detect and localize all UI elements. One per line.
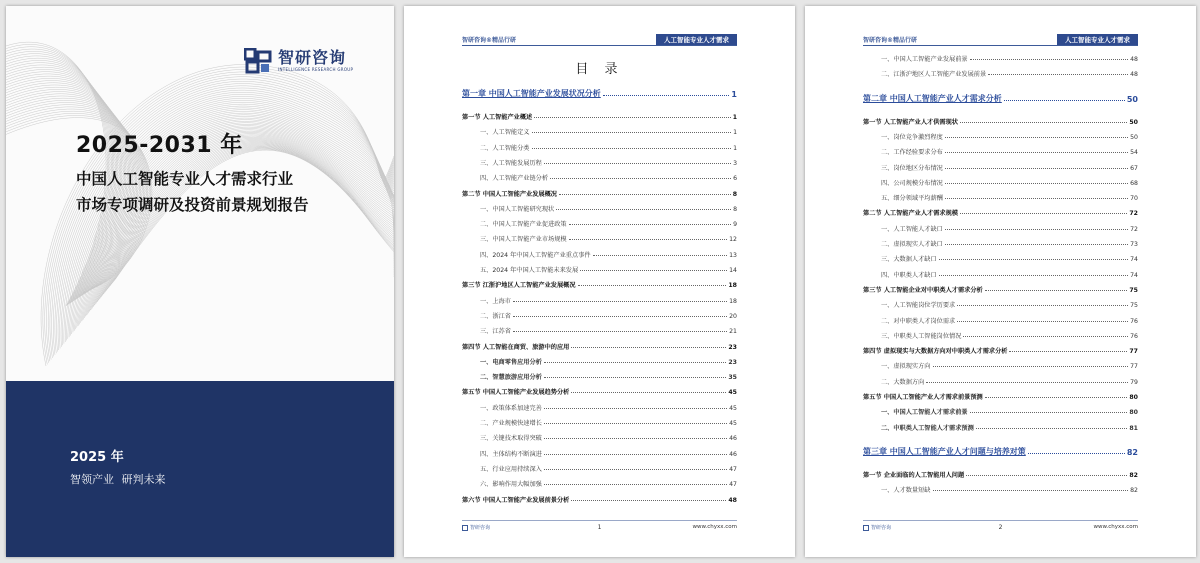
toc-leader-dots [513,331,727,332]
toc-leader-dots [513,316,727,317]
cover-year-range: 2025-2031 年 [76,133,243,158]
toc-leader-dots [544,377,727,378]
toc-entry-label: 四、中职类人才缺口 [881,271,937,279]
toc-entry-item[interactable] [462,449,737,458]
toc-entry-label: 二、工作经验要求分布 [881,149,943,157]
toc-leader-dots [945,229,1128,230]
toc-entry-item[interactable] [462,158,737,167]
toc-entry-item[interactable] [863,316,1138,325]
toc-entry-page: 18 [728,282,737,290]
toc-entry-item[interactable] [863,132,1138,141]
toc-leader-dots [939,259,1128,260]
toc-title: 目 录 [575,62,624,77]
footer-brand-text: 智研咨询 [470,525,491,531]
toc-entry-section[interactable] [462,342,737,351]
toc-entry-page: 45 [729,404,737,412]
toc-leader-dots [571,347,726,348]
toc-entry-label: 二、虚拟现实人才缺口 [881,241,943,248]
cover-slogan: 智领产业 研判未来 [70,473,166,486]
toc-entry-page: 50 [1130,133,1138,141]
toc-leader-dots [603,95,730,96]
toc-entry-item[interactable] [462,219,737,228]
toc-entry-page: 35 [728,374,737,382]
toc-entry-label: 一、中国人工智能人才需求前景 [881,409,968,417]
toc-entry-label: 一、人工智能定义 [480,129,530,137]
toc-entry-label: 第一节 人工智能产业人才供需现状 [863,118,958,126]
toc-entry-item[interactable] [863,163,1138,172]
toc-entry-label: 六、影响作用大幅加强 [480,481,542,489]
toc-entry-item[interactable] [462,234,737,243]
toc-entry-label: 三、大数据人才缺口 [881,256,937,264]
toc-entry-label: 五、细分领域平均薪酬 [881,195,943,203]
toc-leader-dots [985,397,1128,398]
toc-entry-item[interactable] [462,357,737,366]
toc-entry-label: 二、大数据方向 [881,378,925,386]
toc-entry-label: 第三节 江浙沪地区人工智能产业发展概况 [462,282,576,290]
toc-entry-label: 三、中国人工智能产业市场规模 [480,236,567,244]
toc-entry-item[interactable] [462,173,737,182]
toc-entry-page: 48 [1130,71,1138,79]
toc-entry-item[interactable] [863,69,1138,78]
toc-entry-section[interactable] [462,387,737,396]
toc-entry-label: 第一章 中国人工智能产业发展状况分析 [462,89,601,98]
toc-entry-item[interactable] [863,254,1138,263]
toc-leader-dots [957,305,1128,306]
toc-leader-dots [960,213,1127,214]
toc-leader-dots [988,74,1128,75]
cover-graphic-area [6,6,394,381]
toc-entry-label: 一、人工智能岗位学历要求 [881,302,956,310]
toc-entry-page: 79 [1130,378,1138,386]
footer-brand-text: 智研咨询 [871,525,892,531]
toc-entry-item[interactable] [462,418,737,427]
toc-entry-label: 一、政策体系加速完善 [480,404,542,412]
toc-leader-dots [945,168,1128,169]
logo-mark-icon [244,48,272,74]
toc-leader-dots [945,152,1128,153]
toc-entry-page: 70 [1130,195,1138,203]
toc-entry-page: 82 [1130,487,1138,495]
toc-entry-page: 76 [1130,317,1138,325]
toc-leader-dots [571,392,726,393]
toc-entry-section[interactable] [462,112,737,121]
toc-entry-item[interactable] [462,479,737,488]
toc-leader-dots [544,362,727,363]
toc-leader-dots [544,454,727,455]
toc-entry-label: 第六节 中国人工智能产业发展前景分析 [462,496,570,504]
cover-date: 2025 年 [70,450,124,465]
toc-entry-page: 6 [733,175,737,183]
toc-leader-dots [544,423,727,424]
toc-entry-label: 一、中国人工智能研究现状 [480,205,555,213]
toc-entry-page: 14 [729,267,737,274]
toc-entry-page: 46 [729,450,737,458]
toc-leader-dots [963,336,1128,337]
toc-entry-page: 74 [1130,271,1138,279]
toc-entry-item[interactable] [863,485,1138,494]
toc-entry-page: 82 [1129,471,1138,479]
toc-leader-dots [532,132,732,133]
toc-entry-section[interactable] [863,346,1138,355]
toc-entry-label: 一、人工智能人才缺口 [881,225,943,233]
header-brand: 智研咨询®精品行研 [462,37,517,44]
toc-entry-label: 三、江苏省 [480,328,511,336]
toc-leader-dots [534,117,730,118]
toc-entry-label: 二、中国人工智能产业促进政策 [480,221,567,229]
cover-title-line: 市场专项调研及投资前景规划报告 [76,196,309,214]
toc-entry-page: 48 [1130,56,1138,63]
toc-entry-label: 四、2024 年中国人工智能产业重点事件 [480,251,591,259]
toc-entry-item[interactable] [462,372,737,381]
toc-entry-chapter[interactable] [462,88,737,99]
toc-entry-label: 第五节 中国人工智能产业人才需求前景预测 [863,394,983,401]
toc-leader-dots [985,290,1128,291]
toc-entry-page: 72 [1129,210,1138,218]
page-header [863,34,1138,46]
toc-entry-label: 第二节 中国人工智能产业发展概况 [462,190,557,198]
page-footer [462,520,737,532]
cover-title-line: 中国人工智能专业人才需求行业 [76,170,294,188]
toc-entry-item[interactable] [863,193,1138,202]
toc-entry-page: 45 [729,420,737,427]
toc-entry-section[interactable] [462,189,737,198]
toc-leader-dots [945,198,1128,199]
toc-leader-dots [970,59,1129,60]
toc-entry-page: 13 [729,251,737,259]
toc-entry-label: 第四节 人工智能在商贸、旅游中的应用 [462,343,570,351]
toc-entry-page: 46 [729,435,737,443]
toc-leader-dots [544,469,727,470]
toc-leader-dots [544,438,727,439]
toc-entry-section[interactable] [863,117,1138,126]
toc-entry-label: 二、产业规模快速增长 [480,420,542,427]
toc-entry-chapter[interactable] [863,446,1138,457]
toc-entry-page: 48 [728,496,737,504]
toc-entry-label: 二、江浙沪地区人工智能产业发展前景 [881,71,987,79]
toc-entry-page: 1 [732,114,737,121]
footer-website: www.chyxx.com [1093,524,1138,530]
footer-website: www.chyxx.com [692,524,737,530]
toc-page-2 [805,6,1196,557]
toc-entry-page: 8 [733,205,737,213]
toc-entry-label: 第三章 中国人工智能产业人才问题与培养对策 [863,446,1026,456]
toc-entry-page: 68 [1130,179,1138,187]
toc-entry-page: 1 [731,90,737,99]
toc-entry-item[interactable] [863,224,1138,233]
toc-entry-item[interactable] [462,403,737,412]
toc-entry-page: 82 [1126,447,1138,457]
toc-leader-dots [513,301,727,302]
toc-entry-page: 50 [1129,118,1138,126]
toc-entry-item[interactable] [462,433,737,442]
toc-entry-item[interactable] [863,377,1138,386]
toc-entry-label: 一、岗位竞争激烈程度 [881,133,943,141]
header-report-name: 人工智能专业人才需求 [656,34,737,45]
toc-leader-dots [945,244,1128,245]
toc-entry-page: 67 [1130,164,1138,172]
toc-entry-label: 三、关键技术取得突破 [480,435,542,443]
page-header [462,34,737,46]
toc-leader-dots [945,137,1128,138]
toc-entry-page: 1 [733,144,737,152]
toc-leader-dots [945,183,1128,184]
toc-entry-page: 73 [1130,241,1138,248]
toc-leader-dots [970,412,1128,413]
page-footer [863,520,1138,532]
toc-entry-section[interactable] [863,392,1138,401]
toc-entry-label: 二、智慧旅游应用分析 [480,374,542,382]
logo-subtitle: INTELLIGENCE RESEARCH GROUP [278,67,354,72]
toc-entry-label: 三、中职类人工智能岗位情况 [881,332,962,340]
toc-entry-label: 三、人工智能发展历程 [480,159,542,167]
toc-leader-dots [933,490,1129,491]
toc-entry-page: 47 [729,481,737,489]
toc-entry-label: 四、人工智能产业链分析 [480,175,549,183]
toc-entry-chapter[interactable] [863,93,1138,104]
toc-entry-label: 二、对中职类人才岗位需求 [881,317,956,325]
toc-entry-item[interactable] [462,464,737,473]
toc-entry-item[interactable] [462,265,737,274]
toc-entry-page: 50 [1126,94,1138,104]
toc-leader-dots [578,285,727,286]
toc-entry-item[interactable] [863,300,1138,309]
toc-leader-dots [559,194,731,195]
toc-entry-item[interactable] [462,311,737,320]
toc-leader-dots [550,178,731,179]
toc-entry-item[interactable] [462,250,737,259]
toc-entry-page: 23 [728,358,737,366]
toc-entry-page: 12 [729,236,737,244]
toc-entry-page: 77 [1130,363,1138,371]
toc-entry-label: 四、主体结构不断演进 [480,450,542,458]
toc-leader-dots [960,122,1127,123]
toc-entry-section[interactable] [462,280,737,289]
toc-leader-dots [1009,351,1127,352]
toc-entry-item[interactable] [863,54,1138,63]
toc-entry-page: 75 [1130,302,1138,310]
brand-logo [244,48,353,74]
toc-entry-label: 第四节 虚拟现实与大数据方向对中职类人才需求分析 [863,348,1008,356]
toc-entry-item[interactable] [863,270,1138,279]
toc-leader-dots [926,382,1128,383]
toc-entry-page: 18 [729,297,737,305]
toc-leader-dots [544,163,731,164]
toc-entry-page: 23 [728,343,737,351]
toc-entry-page: 20 [729,312,737,320]
toc-entry-label: 四、公司规模分布情况 [881,179,943,187]
header-report-name: 人工智能专业人才需求 [1057,34,1138,45]
toc-entry-page: 76 [1130,332,1138,340]
toc-entry-item[interactable] [863,239,1138,248]
toc-entry-label: 第一节 人工智能产业概述 [462,114,533,121]
toc-entry-page: 47 [729,465,737,473]
toc-leader-dots [593,255,728,256]
toc-entry-item[interactable] [863,331,1138,340]
toc-entry-page: 77 [1129,348,1138,356]
toc-leader-dots [1028,453,1125,454]
toc-entry-label: 二、人工智能分类 [480,144,530,152]
toc-entry-item[interactable] [863,407,1138,416]
toc-entry-label: 第二节 人工智能产业人才需求规模 [863,210,958,218]
toc-entry-item[interactable] [863,361,1138,370]
toc-entry-section[interactable] [462,495,737,504]
toc-leader-dots [966,475,1127,476]
toc-leader-dots [544,408,727,409]
logo-name: 智研咨询 [278,48,347,67]
toc-leader-dots [580,270,727,271]
toc-entry-label: 一、电商零售应用分析 [480,358,542,366]
toc-entry-label: 第二章 中国人工智能产业人才需求分析 [863,93,1002,103]
toc-entry-label: 第五节 中国人工智能产业发展趋势分析 [462,389,570,397]
toc-entry-label: 第一节 企业面临的人工智能用人问题 [863,471,965,479]
toc-entry-page: 3 [733,159,737,167]
header-brand: 智研咨询®精品行研 [863,37,918,44]
toc-leader-dots [976,428,1128,429]
cover-page [6,6,394,557]
toc-entry-item[interactable] [863,147,1138,156]
toc-page-1 [404,6,795,557]
toc-entry-label: 二、浙江省 [480,312,511,320]
toc-entry-label: 一、中国人工智能产业发展前景 [881,56,968,63]
toc-leader-dots [939,275,1128,276]
toc-leader-dots [1004,100,1125,101]
toc-entry-page: 74 [1130,256,1138,264]
toc-entry-page: 80 [1129,394,1138,401]
toc-entry-item[interactable] [462,326,737,335]
toc-entry-page: 72 [1130,225,1138,233]
toc-entry-item[interactable] [863,423,1138,432]
toc-entry-page: 75 [1129,286,1138,294]
toc-entry-label: 二、中职类人工智能人才需求预测 [881,424,974,432]
toc-entry-page: 8 [732,190,737,198]
toc-entry-label: 一、人才数量短缺 [881,487,931,495]
toc-entry-label: 五、2024 年中国人工智能未来发展 [480,267,579,274]
toc-leader-dots [957,321,1128,322]
toc-entry-page: 1 [733,129,737,137]
toc-entry-item[interactable] [462,143,737,152]
toc-entry-page: 45 [728,389,737,397]
toc-entry-label: 一、上海市 [480,297,511,305]
toc-entry-section[interactable] [863,208,1138,217]
cover-title [76,166,309,218]
toc-entry-label: 五、行业应用持续深入 [480,465,542,473]
toc-leader-dots [569,224,731,225]
toc-leader-dots [571,500,726,501]
toc-entry-label: 一、虚拟现实方向 [881,363,931,371]
toc-entry-label: 第三节 人工智能企业对中职类人才需求分析 [863,286,983,294]
page-number: 1 [597,524,602,531]
toc-leader-dots [933,366,1129,367]
toc-entry-label: 三、岗位地区分布情况 [881,164,943,172]
toc-entry-section[interactable] [863,285,1138,294]
toc-leader-dots [532,148,732,149]
toc-entry-item[interactable] [462,204,737,213]
cover-footer-band [6,381,394,557]
toc-entry-page: 21 [729,328,737,336]
toc-entry-page: 81 [1129,424,1138,432]
toc-entry-page: 9 [733,221,737,229]
toc-leader-dots [556,209,731,210]
toc-entry-item[interactable] [863,178,1138,187]
toc-leader-dots [544,484,727,485]
toc-entry-page: 54 [1130,149,1138,157]
toc-leader-dots [569,239,728,240]
toc-entry-item[interactable] [462,296,737,305]
toc-entry-section[interactable] [863,470,1138,479]
toc-entry-page: 80 [1129,409,1138,417]
page-number: 2 [998,524,1003,531]
toc-entry-item[interactable] [462,127,737,136]
